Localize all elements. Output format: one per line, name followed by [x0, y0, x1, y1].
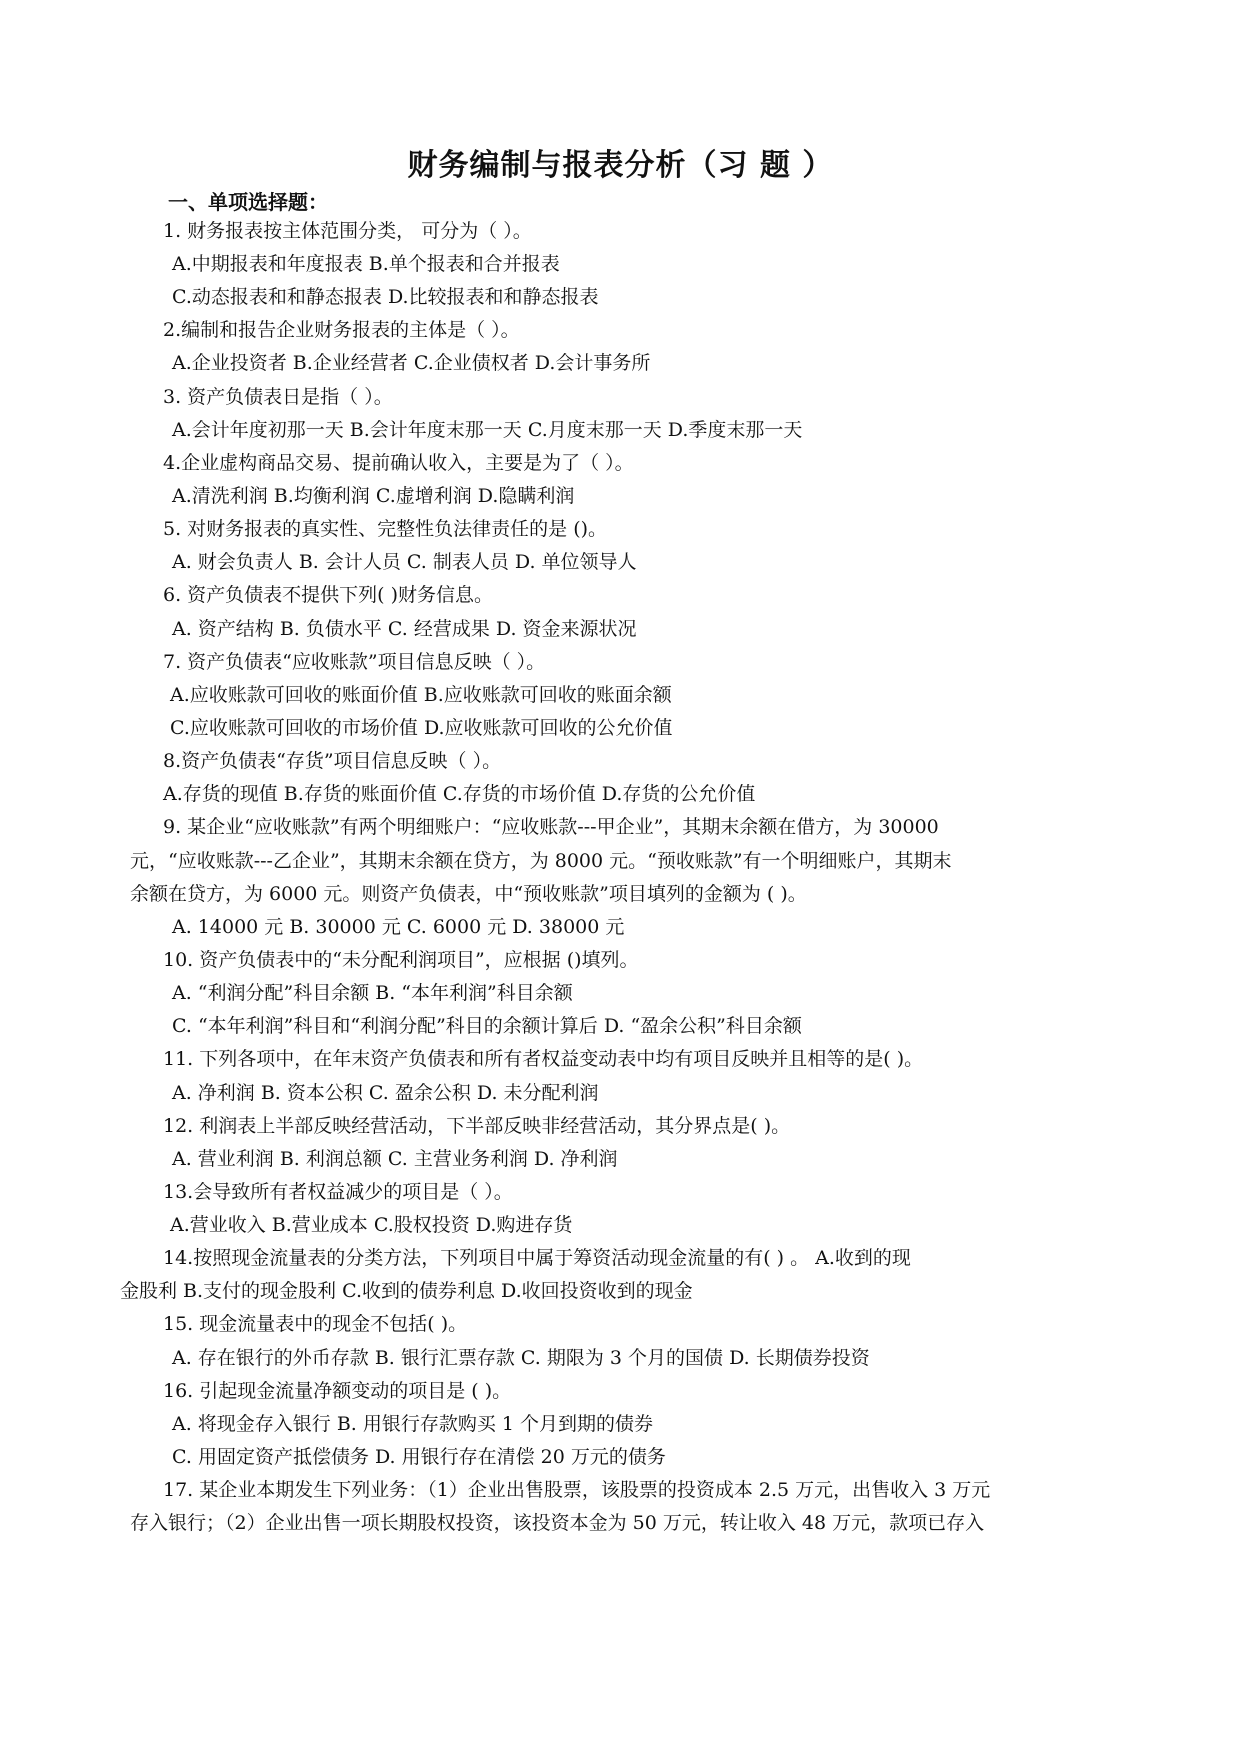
question-10: 10. 资产负债表中的“未分配利润项目”，应根据 ()填列。: [163, 949, 639, 971]
question-9-options: A. 14000 元 B. 30000 元 C. 6000 元 D. 38000 元: [172, 916, 625, 938]
question-10-options-row-2: C. “本年利润”科目和“利润分配”科目的余额计算后 D. “盈余公积”科目余额: [172, 1015, 802, 1037]
question-15-options: A. 存在银行的外币存款 B. 银行汇票存款 C. 期限为 3 个月的国债 D. 长期债券投资: [172, 1347, 870, 1369]
question-12: 12. 利润表上半部反映经营活动，下半部反映非经营活动，其分界点是( )。: [163, 1115, 791, 1137]
question-1-options-row-1: A.中期报表和年度报表 B.单个报表和合并报表: [172, 253, 560, 275]
question-7-options-row-1: A.应收账款可回收的账面价值 B.应收账款可回收的账面余额: [170, 684, 672, 706]
question-1: 1. 财务报表按主体范围分类， 可分为（ ）。: [163, 220, 532, 242]
question-9-line-3: 余额在贷方，为 6000 元。则资产负债表，中“预收账款”项目填列的金额为 ( )。: [130, 883, 807, 905]
question-8-options: A.存货的现值 B.存货的账面价值 C.存货的市场价值 D.存货的公允价值: [163, 783, 756, 805]
question-13-options: A.营业收入 B.营业成本 C.股权投资 D.购进存货: [170, 1214, 573, 1236]
page-title: 财务编制与报表分析（习 题 ）: [407, 148, 834, 183]
question-6: 6. 资产负债表不提供下列( )财务信息。: [163, 584, 494, 606]
question-14-line-2: 金股利 B.支付的现金股利 C.收到的债券利息 D.收回投资收到的现金: [120, 1280, 693, 1302]
question-16-options-row-1: A. 将现金存入银行 B. 用银行存款购买 1 个月到期的债券: [172, 1413, 654, 1435]
question-11: 11. 下列各项中，在年末资产负债表和所有者权益变动表中均有项目反映并且相等的是( )。: [163, 1048, 924, 1070]
question-2-options: A.企业投资者 B.企业经营者 C.企业债权者 D.会计事务所: [172, 352, 651, 374]
question-3-options: A.会计年度初那一天 B.会计年度末那一天 C.月度末那一天 D.季度末那一天: [172, 419, 803, 441]
question-6-options: A. 资产结构 B. 负债水平 C. 经营成果 D. 资金来源状况: [172, 618, 637, 640]
question-7: 7. 资产负债表“应收账款”项目信息反映（ ）。: [163, 651, 546, 673]
question-15: 15. 现金流量表中的现金不包括( )。: [163, 1313, 468, 1335]
question-16: 16. 引起现金流量净额变动的项目是 ( )。: [163, 1380, 512, 1402]
question-12-options: A. 营业利润 B. 利润总额 C. 主营业务利润 D. 净利润: [172, 1148, 618, 1170]
question-1-options-row-2: C.动态报表和和静态报表 D.比较报表和和静态报表: [172, 286, 599, 308]
question-16-options-row-2: C. 用固定资产抵偿债务 D. 用银行存在清偿 20 万元的债务: [172, 1446, 666, 1468]
question-4-options: A.清洗利润 B.均衡利润 C.虚增利润 D.隐瞒利润: [172, 485, 575, 507]
question-9-line-2: 元，“应收账款---乙企业”，其期末余额在贷方，为 8000 元。“预收账款”有一个明细账户，其期末: [130, 850, 952, 872]
question-2: 2.编制和报告企业财务报表的主体是（ ）。: [163, 319, 520, 341]
question-8: 8.资产负债表“存货”项目信息反映（ ）。: [163, 750, 502, 772]
question-5-options: A. 财会负责人 B. 会计人员 C. 制表人员 D. 单位领导人: [172, 551, 637, 573]
question-17-line-2: 存入银行；（2）企业出售一项长期股权投资，该投资本金为 50 万元，转让收入 48 万元，款项已存入: [130, 1512, 985, 1534]
question-11-options: A. 净利润 B. 资本公积 C. 盈余公积 D. 未分配利润: [172, 1082, 599, 1104]
question-17-line-1: 17. 某企业本期发生下列业务：（1）企业出售股票，该股票的投资成本 2.5 万元，出售收入 3 万元: [163, 1479, 991, 1501]
question-7-options-row-2: C.应收账款可回收的市场价值 D.应收账款可回收的公允价值: [170, 717, 673, 739]
question-13: 13.会导致所有者权益减少的项目是（ ）。: [163, 1181, 513, 1203]
question-4: 4.企业虚构商品交易、提前确认收入，主要是为了（ ）。: [163, 452, 634, 474]
section-heading: 一、单项选择题：: [168, 190, 328, 214]
question-9-line-1: 9. 某企业“应收账款”有两个明细账户：“应收账款---甲企业”，其期末余额在借方，为 30000: [163, 816, 939, 838]
question-10-options-row-1: A. “利润分配”科目余额 B. “本年利润”科目余额: [172, 982, 573, 1004]
question-3: 3. 资产负债表日是指（ ）。: [163, 386, 393, 408]
question-14-line-1: 14.按照现金流量表的分类方法，下列项目中属于筹资活动现金流量的有( ) 。 A.收到的现: [163, 1247, 911, 1269]
question-5: 5. 对财务报表的真实性、完整性负法律责任的是 ()。: [163, 518, 608, 540]
